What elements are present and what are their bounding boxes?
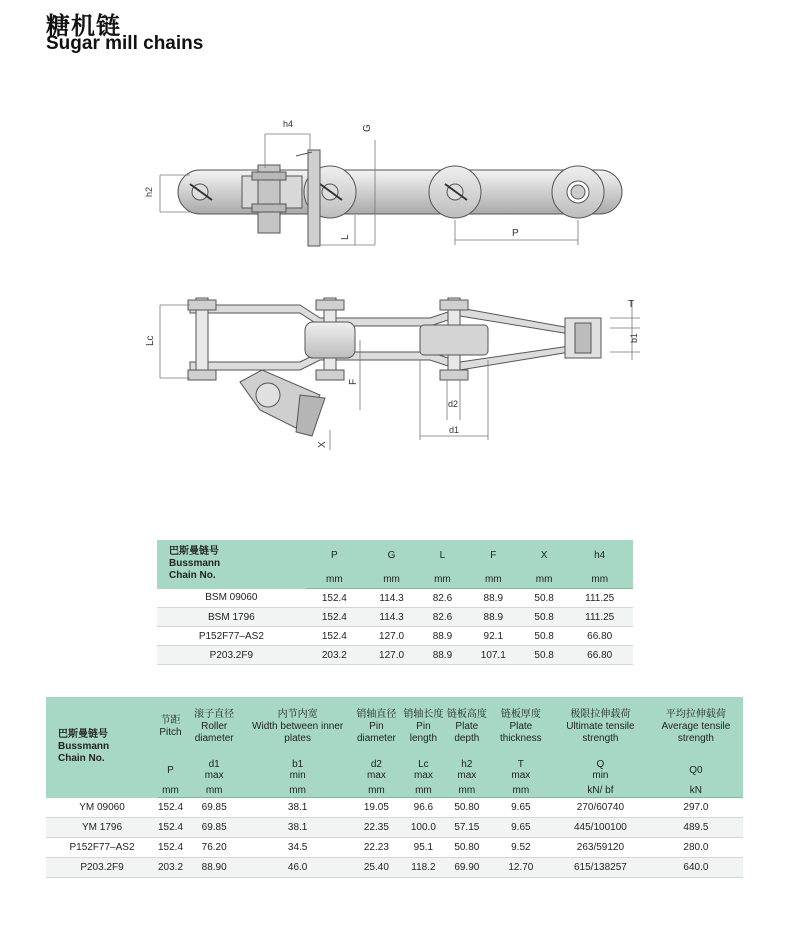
table1-col-header: L bbox=[439, 549, 446, 561]
symbol-cell bbox=[183, 757, 245, 783]
table-row bbox=[46, 818, 743, 838]
symbol-cell bbox=[552, 757, 649, 783]
table2-col-header bbox=[183, 697, 245, 757]
symbol-cell bbox=[444, 757, 490, 783]
table-cell: 66.80 bbox=[566, 627, 633, 646]
symbol: P bbox=[167, 764, 174, 776]
table-cell: 69.85 bbox=[183, 798, 245, 818]
dim-T: T bbox=[628, 299, 635, 310]
table-cell: 203.2 bbox=[306, 646, 363, 665]
table-cell: BSM 1796 bbox=[157, 608, 306, 627]
table-cell: 82.6 bbox=[420, 589, 465, 608]
table-cell: 270/60740 bbox=[552, 798, 649, 818]
table2-label-en2: Chain No. bbox=[58, 753, 105, 765]
header-cn: 内节内宽 bbox=[277, 709, 318, 720]
table-cell: 127.0 bbox=[363, 627, 420, 646]
table-cell: 19.05 bbox=[350, 798, 403, 818]
table-cell: 50.8 bbox=[522, 627, 567, 646]
table-cell: 152.4 bbox=[306, 589, 363, 608]
table2-header-row bbox=[46, 697, 743, 757]
symbol: h2 bbox=[461, 759, 473, 770]
header-cn: 链板高度 bbox=[446, 709, 487, 720]
table1-col-header: h4 bbox=[594, 549, 606, 561]
table2-unit: mm bbox=[490, 783, 552, 798]
qualifier: min bbox=[592, 770, 609, 781]
symbol: Lc bbox=[418, 759, 429, 770]
table-cell: 22.23 bbox=[350, 838, 403, 858]
table-cell: P203.2F9 bbox=[46, 858, 158, 878]
qualifier: max bbox=[457, 770, 477, 781]
header-cn: 极限拉伸载荷 bbox=[570, 709, 631, 720]
table1-col-header: X bbox=[540, 549, 548, 561]
table-cell: 127.0 bbox=[363, 646, 420, 665]
dim-h4: h4 bbox=[283, 119, 294, 129]
table-cell: 111.25 bbox=[566, 608, 633, 627]
table1-label-cn: 巴斯曼链号 bbox=[169, 546, 219, 558]
symbol: d2 bbox=[370, 759, 382, 770]
dim-X: X bbox=[317, 441, 328, 448]
header-en: Average tensile strength bbox=[661, 721, 731, 744]
table-cell: 25.40 bbox=[350, 858, 403, 878]
qualifier: max bbox=[511, 770, 531, 781]
header-en: Ultimate tensile strength bbox=[566, 721, 635, 744]
symbol-cell bbox=[403, 757, 444, 783]
side-view bbox=[178, 150, 622, 246]
table-cell: BSM 09060 bbox=[157, 589, 306, 608]
table-cell: 38.1 bbox=[245, 798, 350, 818]
table1-unit: mm bbox=[566, 570, 633, 589]
table-cell: 280.0 bbox=[649, 838, 743, 858]
table-cell: 69.90 bbox=[444, 858, 490, 878]
table2-col-header bbox=[403, 697, 444, 757]
table-cell: P152F77–AS2 bbox=[46, 838, 158, 858]
table2-col-header bbox=[350, 697, 403, 757]
symbol-cell bbox=[350, 757, 403, 783]
table2-col-header bbox=[444, 697, 490, 757]
table-cell: 88.9 bbox=[465, 608, 522, 627]
table-row bbox=[157, 627, 633, 646]
table-cell: 152.4 bbox=[158, 818, 183, 838]
header-cn: 链板厚度 bbox=[500, 709, 541, 720]
table-row bbox=[46, 858, 743, 878]
table-cell: YM 1796 bbox=[46, 818, 158, 838]
table-cell: 66.80 bbox=[566, 646, 633, 665]
table-cell: P152F77–AS2 bbox=[157, 627, 306, 646]
table-cell: 88.9 bbox=[420, 627, 465, 646]
table2-col-header bbox=[649, 697, 743, 757]
table2-col-header bbox=[158, 697, 183, 757]
symbol: d1 bbox=[208, 759, 220, 770]
table-cell: 57.15 bbox=[444, 818, 490, 838]
symbol: b1 bbox=[292, 759, 304, 770]
header-cn: 滚子直径 bbox=[194, 709, 235, 720]
table2-unit: kN/ bf bbox=[552, 783, 649, 798]
table2-col-header bbox=[552, 697, 649, 757]
page-title-cn: 糖机链 bbox=[46, 13, 121, 40]
table-cell: 114.3 bbox=[363, 608, 420, 627]
header-cn: 节距 bbox=[160, 715, 181, 726]
table1-label-en2: Chain No. bbox=[169, 570, 216, 582]
table-cell: 88.9 bbox=[420, 646, 465, 665]
table-cell: 152.4 bbox=[158, 798, 183, 818]
table-row bbox=[157, 646, 633, 665]
header-cn: 销轴长度 bbox=[403, 709, 444, 720]
header-cn: 平均拉伸载荷 bbox=[665, 709, 726, 720]
table-cell: 9.65 bbox=[490, 818, 552, 838]
table-cell: 46.0 bbox=[245, 858, 350, 878]
dim-Lc: Lc bbox=[145, 335, 156, 346]
symbol-cell bbox=[158, 757, 183, 783]
table2-unit: mm bbox=[350, 783, 403, 798]
table-cell: 96.6 bbox=[403, 798, 444, 818]
symbol-cell bbox=[245, 757, 350, 783]
table1-col-header: P bbox=[331, 549, 338, 561]
table-cell: 9.65 bbox=[490, 798, 552, 818]
chain-specifications-table bbox=[46, 697, 743, 878]
table-cell: 263/59120 bbox=[552, 838, 649, 858]
table-cell: 88.90 bbox=[183, 858, 245, 878]
table2-label-en1: Bussmann bbox=[58, 741, 110, 753]
qualifier: max bbox=[204, 770, 224, 781]
table-cell: YM 09060 bbox=[46, 798, 158, 818]
header-en: Width between inner plates bbox=[252, 721, 344, 744]
table1-label-en1: Bussmann bbox=[169, 558, 221, 570]
table-cell: P203.2F9 bbox=[157, 646, 306, 665]
dim-F: F bbox=[348, 378, 359, 385]
table2-col-header bbox=[245, 697, 350, 757]
table-cell: 34.5 bbox=[245, 838, 350, 858]
table1-unit: mm bbox=[306, 570, 363, 589]
table1-unit: mm bbox=[420, 570, 465, 589]
table-cell: 152.4 bbox=[306, 608, 363, 627]
table-cell: 82.6 bbox=[420, 608, 465, 627]
table1-col-header: G bbox=[387, 549, 396, 561]
table-cell: 50.80 bbox=[444, 798, 490, 818]
table2-unit: kN bbox=[649, 783, 743, 798]
table-cell: 615/138257 bbox=[552, 858, 649, 878]
symbol: Q0 bbox=[689, 764, 703, 776]
table-cell: 111.25 bbox=[566, 589, 633, 608]
table-cell: 100.0 bbox=[403, 818, 444, 838]
header-en: Pin diameter bbox=[356, 721, 396, 744]
table-cell: 445/100100 bbox=[552, 818, 649, 838]
table-cell: 50.8 bbox=[522, 589, 567, 608]
table2-col-header bbox=[490, 697, 552, 757]
header-en: Plate depth bbox=[454, 721, 480, 744]
dim-h2: h2 bbox=[144, 186, 154, 197]
symbol: Q bbox=[596, 759, 605, 770]
table-cell: 95.1 bbox=[403, 838, 444, 858]
table2-unit: mm bbox=[183, 783, 245, 798]
header-en: Pitch bbox=[159, 727, 182, 738]
table-cell: 297.0 bbox=[649, 798, 743, 818]
header-en: Roller diameter bbox=[194, 721, 234, 744]
table-row bbox=[157, 589, 633, 608]
dim-G: G bbox=[362, 124, 373, 132]
table-cell: 76.20 bbox=[183, 838, 245, 858]
qualifier: max bbox=[366, 770, 386, 781]
table2-chain-label bbox=[46, 697, 158, 798]
table-cell: 38.1 bbox=[245, 818, 350, 838]
page-title-en: Sugar mill chains bbox=[46, 33, 204, 54]
table-row bbox=[46, 838, 743, 858]
table2-label-cn: 巴斯曼链号 bbox=[58, 729, 108, 741]
dim-d2: d2 bbox=[448, 399, 459, 409]
table1-header-row bbox=[157, 540, 633, 570]
table-cell: 50.8 bbox=[522, 646, 567, 665]
table-cell: 92.1 bbox=[465, 627, 522, 646]
header-en: Pin length bbox=[409, 721, 438, 744]
table-cell: 12.70 bbox=[490, 858, 552, 878]
table-cell: 50.8 bbox=[522, 608, 567, 627]
symbol-cell bbox=[490, 757, 552, 783]
table-cell: 69.85 bbox=[183, 818, 245, 838]
header-en: Plate thickness bbox=[500, 721, 542, 744]
table-cell: 9.52 bbox=[490, 838, 552, 858]
table-cell: 203.2 bbox=[158, 858, 183, 878]
table-row bbox=[46, 798, 743, 818]
table-cell: 152.4 bbox=[306, 627, 363, 646]
symbol-cell bbox=[649, 757, 743, 783]
table-cell: 489.5 bbox=[649, 818, 743, 838]
symbol: T bbox=[517, 759, 524, 770]
table-cell: 50.80 bbox=[444, 838, 490, 858]
table1-unit: mm bbox=[522, 570, 567, 589]
table-cell: 107.1 bbox=[465, 646, 522, 665]
attachment-dimensions-table bbox=[157, 540, 633, 665]
dim-d1: d1 bbox=[449, 425, 460, 435]
table2-unit: mm bbox=[403, 783, 444, 798]
qualifier: max bbox=[413, 770, 433, 781]
table-cell: 640.0 bbox=[649, 858, 743, 878]
table-cell: 22.35 bbox=[350, 818, 403, 838]
table2-unit: mm bbox=[245, 783, 350, 798]
table-cell: 88.9 bbox=[465, 589, 522, 608]
table-cell: 152.4 bbox=[158, 838, 183, 858]
table2-unit: mm bbox=[158, 783, 183, 798]
table1-unit: mm bbox=[363, 570, 420, 589]
table2-unit: mm bbox=[444, 783, 490, 798]
plan-view bbox=[188, 298, 601, 436]
dim-b1: b1 bbox=[629, 332, 639, 343]
dim-P: P bbox=[512, 228, 519, 239]
header-cn: 销轴直径 bbox=[356, 709, 397, 720]
qualifier: min bbox=[289, 770, 306, 781]
table1-col-header: F bbox=[490, 549, 497, 561]
table1-chain-label bbox=[157, 540, 306, 589]
table-cell: 114.3 bbox=[363, 589, 420, 608]
table-cell: 118.2 bbox=[403, 858, 444, 878]
table1-unit: mm bbox=[465, 570, 522, 589]
dim-L: L bbox=[340, 234, 351, 240]
table-row bbox=[157, 608, 633, 627]
